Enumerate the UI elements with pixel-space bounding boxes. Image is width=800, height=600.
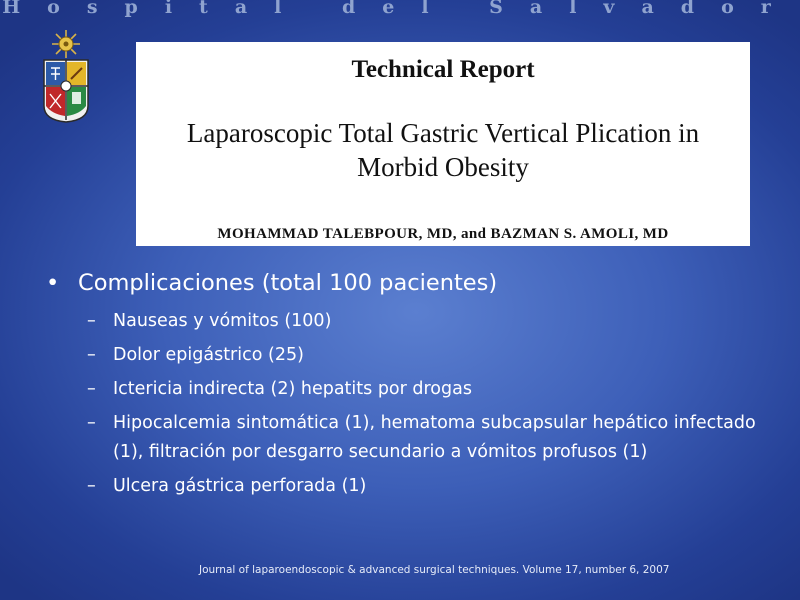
main-bullet-text: Complicaciones (total 100 pacientes) <box>78 270 498 296</box>
sub-bullet-list <box>46 307 766 501</box>
sub-bullet-text: Ictericia indirecta (2) hepatits por drogas <box>113 379 472 399</box>
main-bullet <box>46 268 766 298</box>
shield <box>44 60 88 122</box>
sub-bullet-item <box>46 307 766 336</box>
hospital-name-header: Hospital del Salvador <box>2 0 798 18</box>
dash-icon: – <box>87 345 96 365</box>
report-heading: Technical Report <box>351 56 535 83</box>
university-crest-icon <box>40 24 92 124</box>
dash-icon: – <box>87 379 96 399</box>
report-title <box>136 116 750 184</box>
report-authors: MOHAMMAD TALEBPOUR, MD, and BAZMAN S. AMOLI, MD <box>217 226 669 242</box>
sub-bullet-text: Ulcera gástrica perforada (1) <box>113 476 367 496</box>
sub-bullet-item <box>46 409 766 467</box>
sub-bullet-item <box>46 341 766 370</box>
dash-icon: – <box>87 413 96 433</box>
bullet-dot-icon: • <box>46 270 60 296</box>
dash-icon: – <box>87 311 96 331</box>
report-title-line-1: Laparoscopic Total Gastric Vertical Plication in <box>186 118 700 148</box>
dash-icon: – <box>87 476 96 496</box>
technical-report-header-image <box>136 42 750 246</box>
bullet-list <box>46 268 766 506</box>
sun-emblem <box>52 30 80 58</box>
report-title-line-2: Morbid Obesity <box>357 152 529 182</box>
sub-bullet-item <box>46 472 766 501</box>
journal-citation: Journal of laparoendoscopic & advanced surgical techniques. Volume 17, number 6, 2007 <box>199 564 670 576</box>
sub-bullet-text: Nauseas y vómitos (100) <box>113 311 332 331</box>
sub-bullet-item <box>46 375 766 404</box>
sub-bullet-text: Hipocalcemia sintomática (1), hematoma subcapsular hepático infectado (1), filtración por desgarro secundario a vómitos profusos (1) <box>113 413 756 462</box>
sub-bullet-text: Dolor epigástrico (25) <box>113 345 304 365</box>
